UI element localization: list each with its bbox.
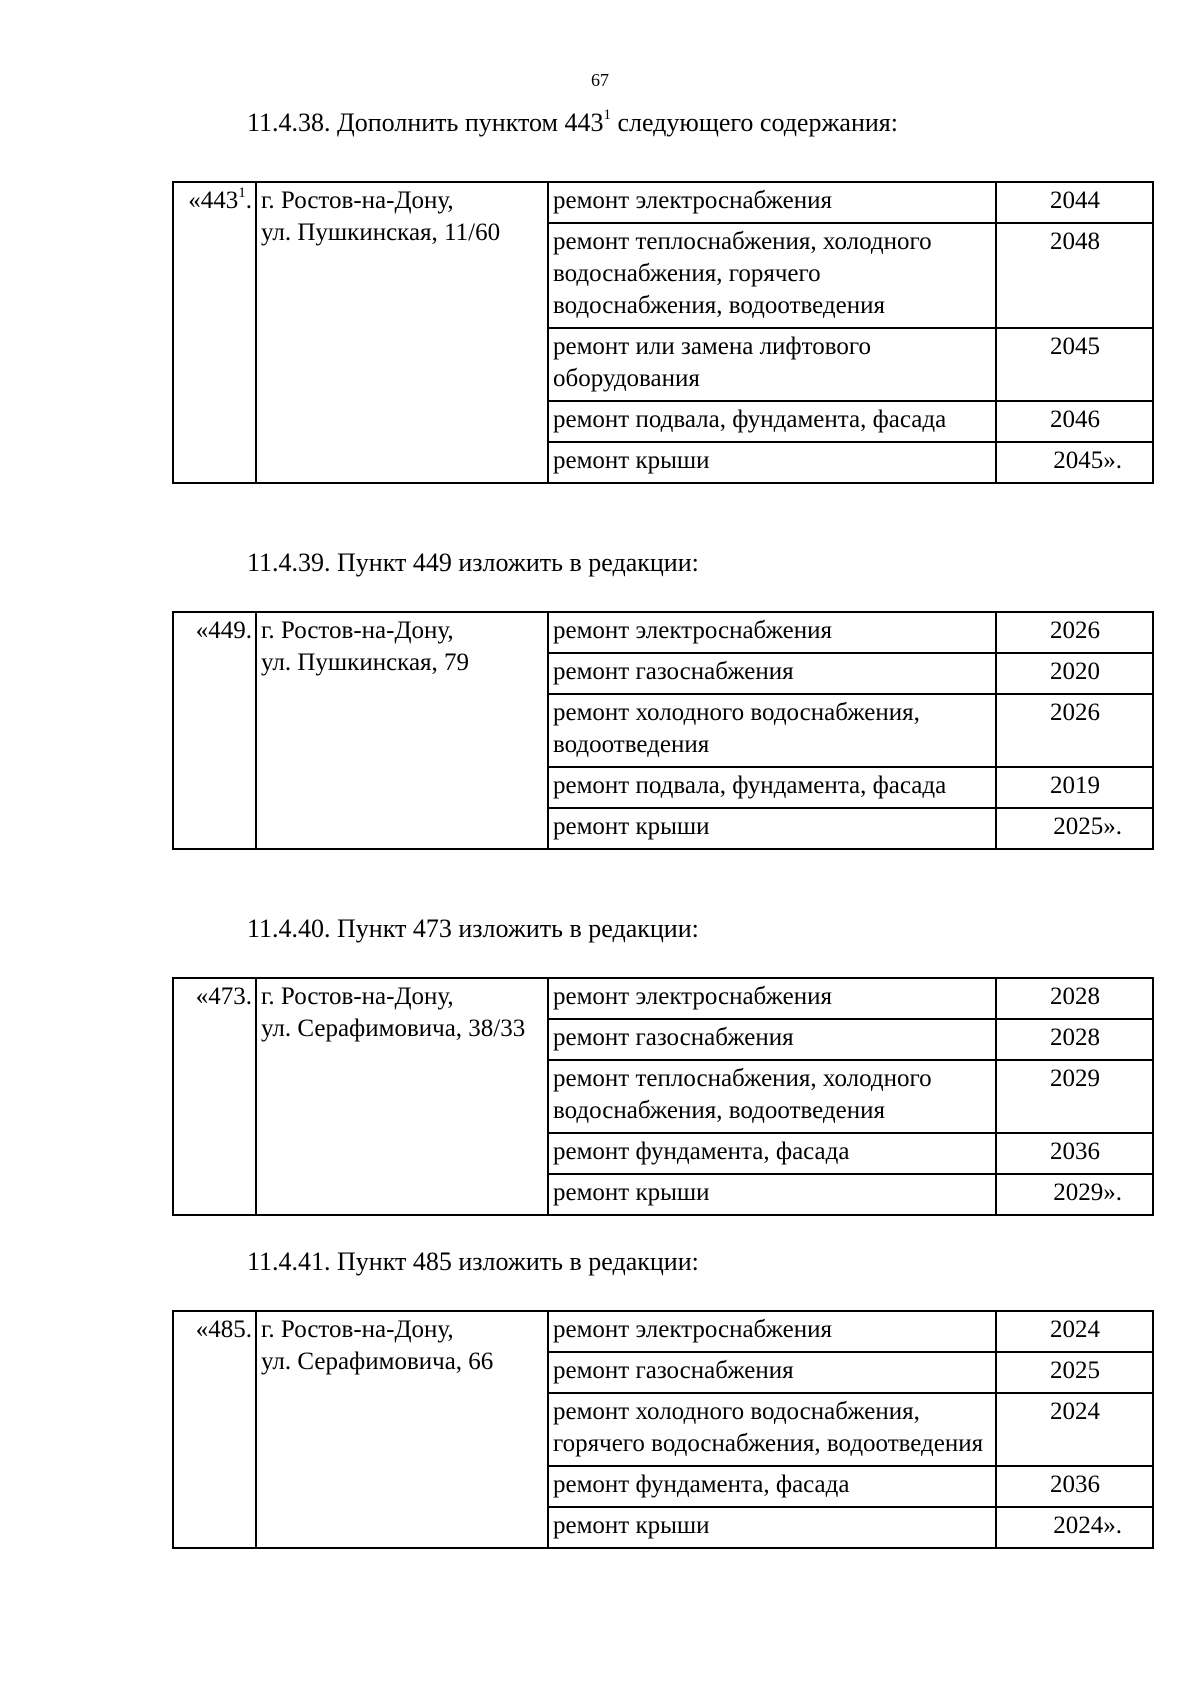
work-cell: ремонт газоснабжения [548, 1019, 996, 1060]
year-cell: 2029». [996, 1174, 1153, 1215]
address-street: ул. Серафимовича, 66 [261, 1348, 494, 1375]
year-cell: 2025 [996, 1352, 1153, 1393]
year-cell: 2019 [996, 767, 1153, 808]
year-cell: 2026 [996, 694, 1153, 767]
work-cell: ремонт подвала, фундамента, фасада [548, 767, 996, 808]
work-cell: ремонт холодного водоснабжения, горячего водоснабжения, водоотведения [548, 1393, 996, 1466]
item-number-cell: «449. [173, 612, 256, 849]
work-cell: ремонт электроснабжения [548, 1311, 996, 1352]
work-cell: ремонт теплоснабжения, холодного водоснабжения, горячего водоснабжения, водоотведения [548, 223, 996, 328]
year-cell: 2020 [996, 653, 1153, 694]
work-cell: ремонт электроснабжения [548, 182, 996, 223]
year-cell: 2028 [996, 978, 1153, 1019]
year-cell: 2036 [996, 1466, 1153, 1507]
page-number: 67 [591, 70, 609, 90]
item-superscript: 1 [238, 184, 246, 201]
work-cell: ремонт газоснабжения [548, 1352, 996, 1393]
table-row [173, 182, 1153, 223]
heading-text: 11.4.38. Дополнить пунктом 443 [247, 108, 604, 137]
item-number-cell [173, 182, 256, 483]
section-heading-11-4-41: 11.4.41. Пункт 485 изложить в редакции: [247, 1247, 699, 1276]
year-cell: 2045 [996, 328, 1153, 401]
work-cell: ремонт теплоснабжения, холодного водоснабжения, водоотведения [548, 1060, 996, 1133]
work-cell: ремонт крыши [548, 1174, 996, 1215]
item-number-cell: «473. [173, 978, 256, 1215]
work-cell: ремонт или замена лифтового оборудования [548, 328, 996, 401]
item-suffix: . [245, 187, 252, 214]
address-city: г. Ростов-на-Дону, [261, 983, 454, 1010]
work-cell: ремонт фундамента, фасада [548, 1133, 996, 1174]
section-heading-11-4-40: 11.4.40. Пункт 473 изложить в редакции: [247, 914, 699, 943]
year-cell: 2028 [996, 1019, 1153, 1060]
year-cell: 2029 [996, 1060, 1153, 1133]
year-cell: 2046 [996, 401, 1153, 442]
address-city: г. Ростов-на-Дону, [261, 1316, 454, 1343]
work-cell: ремонт холодного водоснабжения, водоотведения [548, 694, 996, 767]
amendment-table-485 [172, 1310, 1154, 1549]
section-heading-11-4-39: 11.4.39. Пункт 449 изложить в редакции: [247, 548, 699, 577]
heading-superscript: 1 [603, 107, 611, 124]
amendment-table-443-1 [172, 181, 1154, 484]
heading-tail: следующего содержания: [610, 108, 898, 137]
table-row [173, 612, 1153, 653]
address-cell [256, 1311, 548, 1548]
amendment-table-473 [172, 977, 1154, 1216]
year-cell: 2024 [996, 1311, 1153, 1352]
amendment-table-449 [172, 611, 1154, 850]
year-cell: 2048 [996, 223, 1153, 328]
table-row [173, 978, 1153, 1019]
year-cell: 2045». [996, 442, 1153, 483]
address-street: ул. Серафимовича, 38/33 [261, 1015, 526, 1042]
section-heading-11-4-38 [247, 108, 898, 138]
address-street: ул. Пушкинская, 11/60 [261, 219, 501, 246]
address-city: г. Ростов-на-Дону, [261, 617, 454, 644]
work-cell: ремонт крыши [548, 808, 996, 849]
table-row [173, 1311, 1153, 1352]
work-cell: ремонт подвала, фундамента, фасада [548, 401, 996, 442]
address-street: ул. Пушкинская, 79 [261, 649, 470, 676]
work-cell: ремонт электроснабжения [548, 978, 996, 1019]
year-cell: 2025». [996, 808, 1153, 849]
work-cell: ремонт крыши [548, 442, 996, 483]
year-cell: 2044 [996, 182, 1153, 223]
item-number-cell: «485. [173, 1311, 256, 1548]
work-cell: ремонт крыши [548, 1507, 996, 1548]
address-cell [256, 612, 548, 849]
year-cell: 2024». [996, 1507, 1153, 1548]
address-cell [256, 182, 548, 483]
work-cell: ремонт электроснабжения [548, 612, 996, 653]
year-cell: 2036 [996, 1133, 1153, 1174]
address-cell [256, 978, 548, 1215]
address-city: г. Ростов-на-Дону, [261, 187, 454, 214]
work-cell: ремонт фундамента, фасада [548, 1466, 996, 1507]
work-cell: ремонт газоснабжения [548, 653, 996, 694]
year-cell: 2026 [996, 612, 1153, 653]
item-number: «443 [188, 187, 239, 214]
year-cell: 2024 [996, 1393, 1153, 1466]
